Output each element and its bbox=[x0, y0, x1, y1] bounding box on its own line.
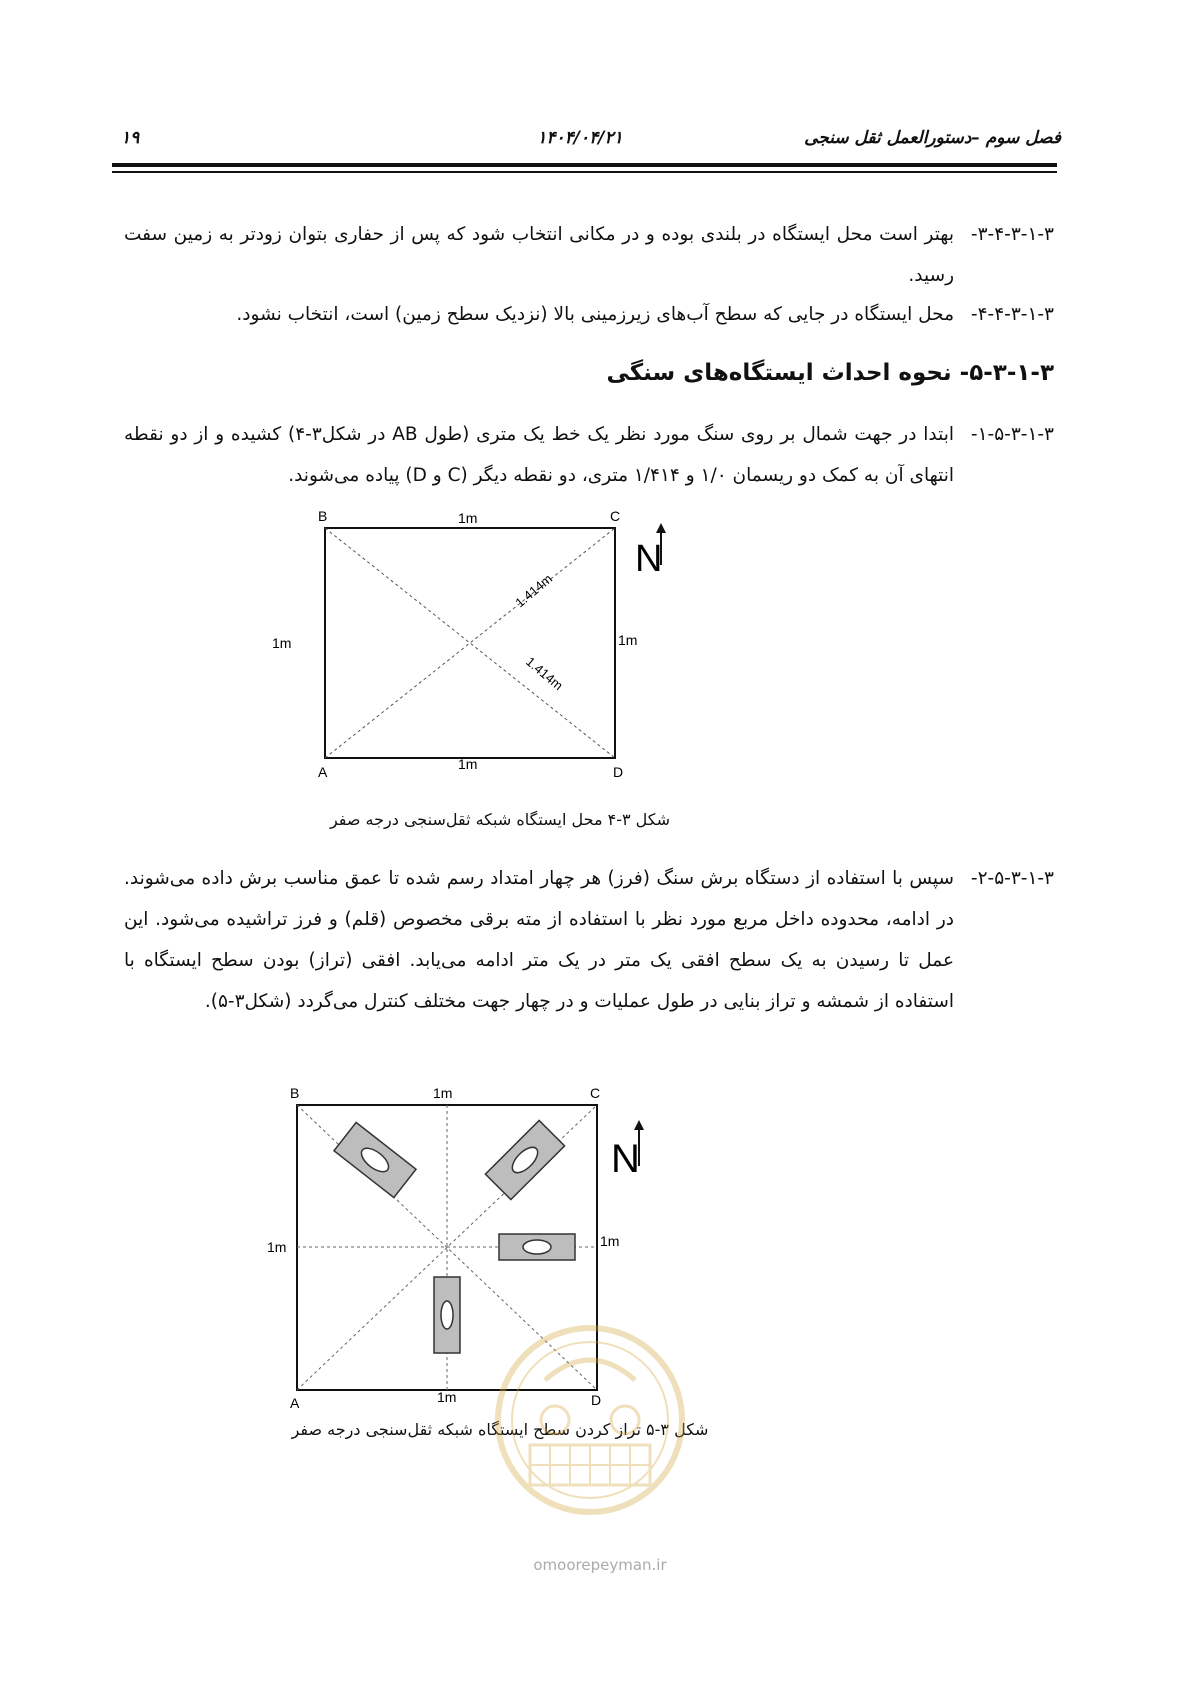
bottom-length-label: 1m bbox=[458, 756, 478, 772]
paragraph-3-4-3 bbox=[124, 214, 1054, 296]
header-date: ۱۴۰۴/۰۴/۲۱ bbox=[537, 128, 623, 148]
north-arrowhead-icon bbox=[634, 1120, 644, 1130]
north-arrowhead-icon bbox=[656, 523, 666, 533]
page-number: ۱۹ bbox=[121, 128, 140, 148]
header-title: فصل سوم –دستورالعمل ثقل سنجی bbox=[804, 128, 1061, 148]
paragraph-text: ابتدا در جهت شمال بر روی سنگ مورد نظر یک خط یک متری (طول AB در شکل۳-۴) کشیده و از دو نقطه انتهای آن به کمک دو ریسمان ۱/۰ و ۱/۴۱۴ متری، دو نقطه دیگر (C و D) پیاده می‌شوند. bbox=[124, 424, 954, 486]
diagonal-length-2: 1.414m bbox=[523, 653, 566, 694]
label-b: B bbox=[318, 508, 328, 524]
paragraph-number: ۴-۴-۳-۱-۳- bbox=[970, 304, 1054, 325]
right-length-label: 1m bbox=[600, 1233, 620, 1249]
top-length-label: 1m bbox=[433, 1085, 453, 1101]
north-label: N bbox=[611, 1137, 640, 1181]
header-rule-thin bbox=[112, 171, 1057, 173]
paragraph-5-2 bbox=[124, 858, 1054, 1022]
paragraph-text: محل ایستگاه در جایی که سطح آب‌های زیرزمینی بالا (نزدیک سطح زمین) است، انتخاب نشود. bbox=[236, 304, 954, 325]
label-a: A bbox=[290, 1395, 300, 1411]
left-length-label: 1m bbox=[272, 635, 292, 651]
paragraph-number: ۳-۴-۳-۱-۳- bbox=[970, 224, 1054, 245]
section-heading: ۵-۳-۱-۳- نحوه احداث ایستگاه‌های سنگی bbox=[606, 360, 1054, 386]
label-c: C bbox=[610, 508, 621, 524]
north-label: N bbox=[635, 538, 663, 580]
label-d: D bbox=[613, 764, 624, 780]
label-d: D bbox=[591, 1392, 602, 1408]
paragraph-3-4-4 bbox=[124, 294, 1054, 335]
label-a: A bbox=[318, 764, 328, 780]
figure-1-caption: شکل ۳-۴ محل ایستگاه شبکه ثقل‌سنجی درجه صفر bbox=[329, 810, 671, 829]
left-length-label: 1m bbox=[267, 1239, 287, 1255]
paragraph-number: ۱-۵-۳-۱-۳- bbox=[970, 424, 1054, 445]
paragraph-text: بهتر است محل ایستگاه در بلندی بوده و در مکانی انتخاب شود که پس از حفاری بتوان زودتر به زمین سفت رسید. bbox=[124, 224, 954, 286]
paragraph-5-1 bbox=[124, 414, 1054, 496]
paragraph-number: ۲-۵-۳-۱-۳- bbox=[970, 868, 1054, 889]
watermark-url: omoorepeyman.ir bbox=[533, 1556, 667, 1574]
top-length-label: 1m bbox=[458, 510, 478, 526]
diagonal-length-1: 1.414m bbox=[512, 570, 556, 611]
paragraph-text: سپس با استفاده از دستگاه برش سنگ (فرز) هر چهار امتداد رسم شده تا عمق مناسب برش داده می‌شوند. در ادامه، محدوده داخل مربع مورد نظر با استفاده از مته برقی مخصوص (قلم) و فرز تراشیده می‌شود. این عمل تا رسیدن به یک سطح افقی یک متر در یک متر ادامه می‌یابد. افقی (تراز) بودن سطح ایستگاه با استفاده از شمشه و تراز بنایی در طول عملیات و در چهار جهت مختلف کنترل می‌گردد (شکل۳-۵). bbox=[124, 868, 954, 1012]
figure-station-layout bbox=[272, 503, 720, 813]
bottom-length-label: 1m bbox=[437, 1389, 457, 1405]
level-tool-ne bbox=[485, 1120, 564, 1199]
label-c: C bbox=[590, 1085, 601, 1101]
figure-2-caption: شکل ۳-۵ تراز کردن سطح ایستگاه شبکه ثقل‌سنجی درجه صفر bbox=[291, 1420, 709, 1439]
level-tool-nw bbox=[334, 1122, 416, 1197]
watermark-seal-logo bbox=[490, 1320, 690, 1520]
level-tool-east bbox=[499, 1234, 575, 1260]
right-length-label: 1m bbox=[618, 632, 638, 648]
level-tool-south bbox=[434, 1277, 460, 1353]
header-rule-thick bbox=[112, 163, 1057, 167]
label-b: B bbox=[290, 1085, 300, 1101]
